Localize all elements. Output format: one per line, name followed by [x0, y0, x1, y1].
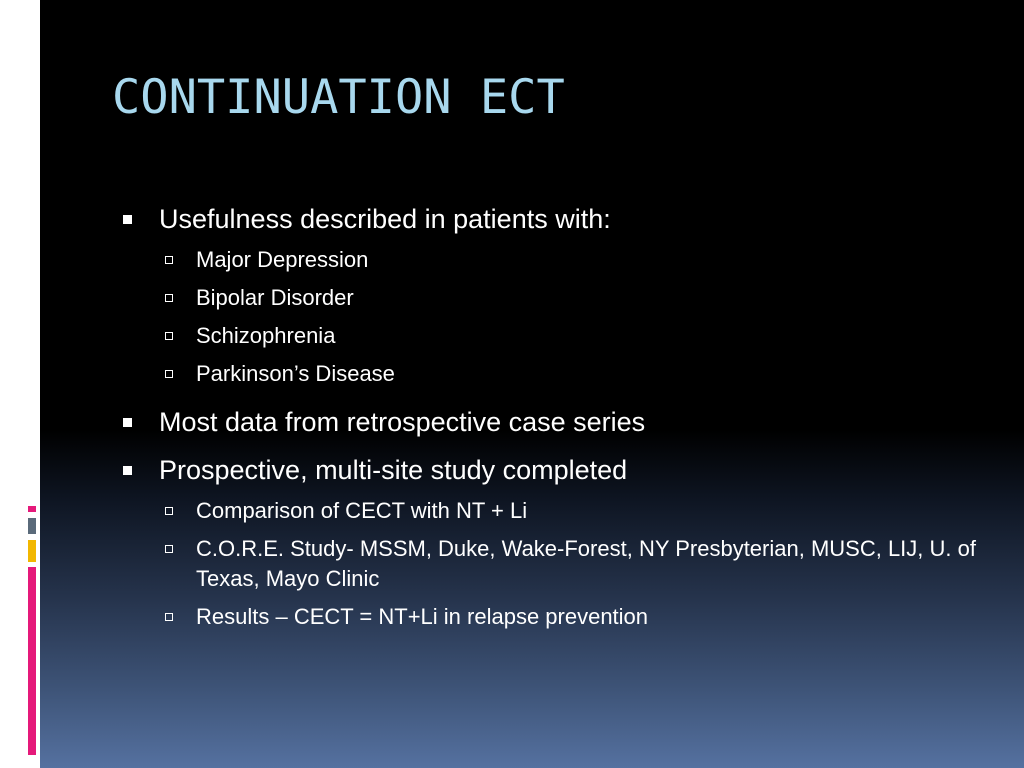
- accent-bar-gray: [28, 518, 36, 534]
- bullet-prospective-study: Prospective, multi-site study completed: [120, 451, 1000, 489]
- bullet-retrospective-data: Most data from retrospective case series: [120, 403, 1000, 441]
- sub-bullet-major-depression: Major Depression: [120, 245, 1000, 275]
- accent-bar-gold: [28, 540, 36, 562]
- sub-bullet-comparison: Comparison of CECT with NT + Li: [120, 496, 1000, 526]
- sub-bullet-schizophrenia: Schizophrenia: [120, 321, 1000, 351]
- sub-bullet-results: Results – CECT = NT+Li in relapse prevention: [120, 602, 1000, 632]
- accent-bar-pink: [28, 567, 36, 755]
- sub-bullet-parkinsons: Parkinson’s Disease: [120, 359, 1000, 389]
- slide: [40, 0, 1024, 768]
- accent-bar-pink-top: [28, 506, 36, 512]
- sub-bullet-bipolar-disorder: Bipolar Disorder: [120, 283, 1000, 313]
- slide-body: [120, 200, 1000, 640]
- slide-title: CONTINUATION ECT: [112, 70, 565, 125]
- sub-bullet-core-study: C.O.R.E. Study- MSSM, Duke, Wake-Forest, NY Presbyterian, MUSC, LIJ, U. of Texas, Mayo Clinic: [120, 534, 1000, 594]
- bullet-usefulness: Usefulness described in patients with:: [120, 200, 1000, 238]
- slide-margin: [0, 0, 40, 768]
